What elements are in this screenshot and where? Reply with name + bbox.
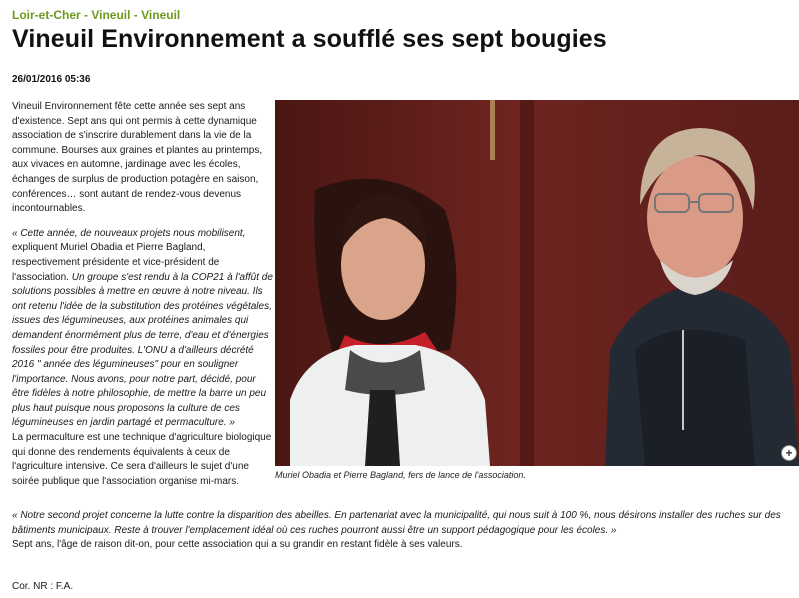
photo-caption: Muriel Obadia et Pierre Bagland, fers de lance de l'association.: [275, 470, 526, 480]
article-paragraph: Sept ans, l'âge de raison dit-on, pour cette association qui a su grandir en restant fidèle à ses valeurs.: [12, 539, 463, 550]
publish-date: 26/01/2016 05:36: [12, 74, 91, 85]
quote-text: Un groupe s'est rendu à la COP21 à l'affût de solutions possibles à mettre en œuvre à notre niveau. Ils ont retenu l'idée de la substitution des protéines végétales, issues des légumineuses, aux protéines animales qui demandent énormément plus de terre, d'eau et d'énergies fossiles pour être produites. L'ONU a d'ailleurs décrété 2016 " année des légumineuses" pour en souligner l'importance. Nous avons, pour notre part, décidé, pour être fidèles à notre philosophie, de mettre la barre un peu plus haut puisque nous proposons la culture de ces légumineuses en jardin partagé et permaculture. »: [12, 271, 273, 429]
article-paragraph: Vineuil Environnement fête cette année ses sept ans d'existence. Sept ans qui ont permis à cette dynamique association de s'inscrire durablement dans la vie de la commune. Bourses aux graines et plantes au printemps, aux vivaces en automne, jardinage avec les écoles, échanges de surplus de production potagère en saison, conférences… sont autant de rendez-vous devenus incontournables.: [12, 101, 263, 215]
quote-attribution: expliquent Muriel Obadia et Pierre Bagland, respectivement présidente et vice-président de l'association.: [12, 242, 220, 283]
quote-text: « Cette année, de nouveaux projets nous mobilisent,: [12, 227, 246, 239]
article-column: [12, 100, 274, 489]
breadcrumb[interactable]: Loir-et-Cher - Vineuil - Vineuil: [12, 8, 181, 22]
zoom-icon[interactable]: +: [781, 445, 797, 461]
byline: Cor. NR : F.A.: [12, 581, 74, 592]
article-paragraph: La permaculture est une technique d'agriculture biologique qui donne des rendements équivalents à ceux de l'agriculture intensive. Ce sera d'ailleurs le sujet d'une soirée publique que l'association organise mi-mars.: [12, 432, 272, 487]
article-photo[interactable]: [275, 100, 799, 466]
photo-illustration: [275, 100, 799, 466]
article-paragraph: « Notre second projet concerne la lutte contre la disparition des abeilles. En partenariat avec la municipalité, qui nous suit à 100 %, nous désirons installer des ruches sur des bâtiments municipaux. Reste à trouver l'emplacement idéal où ces ruches pourront aussi être un support pédagogique pour les écoles. »: [12, 510, 781, 536]
article-paragraph: [12, 227, 274, 431]
page-title: Vineuil Environnement a soufflé ses sept bougies: [12, 25, 607, 53]
